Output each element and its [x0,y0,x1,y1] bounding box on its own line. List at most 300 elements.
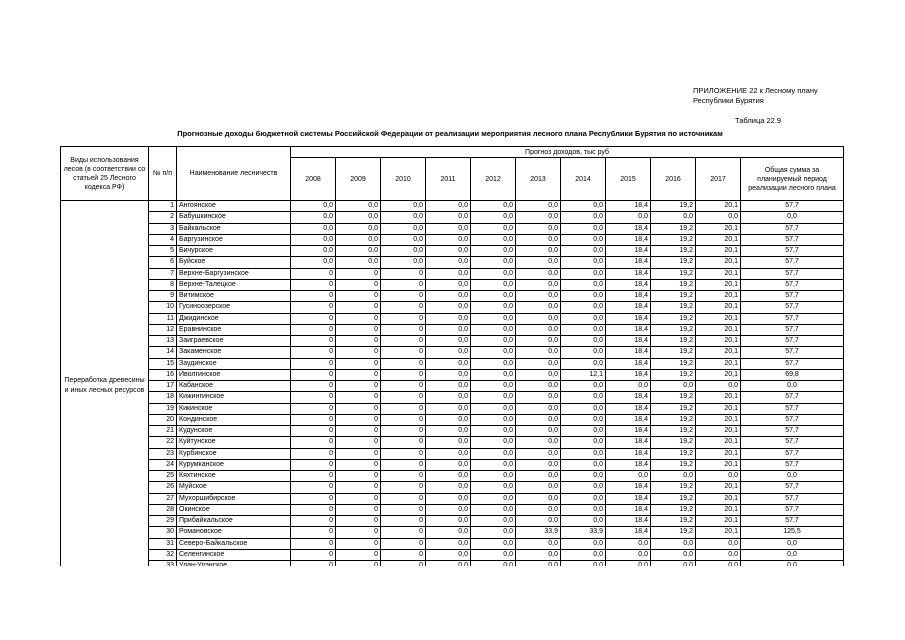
total-cell: 57,7 [741,324,844,335]
forestry-name-cell: Романовское [177,527,291,538]
total-cell: 69,8 [741,369,844,380]
forestry-name-cell: Верхне-Талецкое [177,279,291,290]
table-row [61,403,844,414]
year-value-cell: 0,0 [561,448,606,459]
year-value-cell: 0 [291,482,336,493]
year-value-cell: 0 [336,336,381,347]
year-value-cell: 0,0 [516,414,561,425]
year-value-cell: 0,0 [561,538,606,549]
year-value-cell: 0,0 [606,212,651,223]
forestry-name-cell: Ангоянское [177,201,291,212]
year-value-cell: 0,0 [516,437,561,448]
year-value-cell: 20,1 [696,313,741,324]
total-cell: 57,7 [741,493,844,504]
forestry-name-cell: Байкальское [177,223,291,234]
year-value-cell: 0,0 [516,493,561,504]
year-value-cell: 20,1 [696,482,741,493]
year-value-cell: 0,0 [516,257,561,268]
year-value-cell: 19,2 [651,448,696,459]
table-row [61,493,844,504]
year-value-cell: 0 [291,493,336,504]
total-cell: 0,0 [741,538,844,549]
forestry-name-cell: Кудунское [177,426,291,437]
row-number-cell: 31 [149,538,177,549]
year-value-cell: 0 [336,504,381,515]
year-value-cell: 0 [381,538,426,549]
year-value-cell: 0,0 [426,302,471,313]
header-year: 2011 [426,158,471,201]
year-value-cell: 12,1 [561,369,606,380]
year-value-cell: 0,0 [471,493,516,504]
use-type-cell: Переработка древесины и иных лесных ресурсов [61,201,149,572]
table-row [61,223,844,234]
year-value-cell: 20,1 [696,369,741,380]
year-value-cell: 0 [291,347,336,358]
year-value-cell: 0,0 [516,516,561,527]
year-value-cell: 20,1 [696,392,741,403]
forestry-name-cell: Бабушкинское [177,212,291,223]
year-value-cell: 0,0 [561,403,606,414]
year-value-cell: 0,0 [471,268,516,279]
year-value-cell: 0,0 [516,279,561,290]
year-value-cell: 0,0 [561,223,606,234]
year-value-cell: 20,1 [696,493,741,504]
year-value-cell: 19,2 [651,201,696,212]
year-value-cell: 0 [336,279,381,290]
row-number-cell: 24 [149,459,177,470]
year-value-cell: 0,0 [651,381,696,392]
year-value-cell: 0 [381,549,426,560]
year-value-cell: 0,0 [606,471,651,482]
year-value-cell: 19,2 [651,246,696,257]
forestry-name-cell: Гусиноозерское [177,302,291,313]
forestry-name-cell: Северо-Байкальское [177,538,291,549]
table-row [61,324,844,335]
year-value-cell: 0,0 [426,369,471,380]
table-row [61,527,844,538]
forestry-name-cell: Курумканское [177,459,291,470]
year-value-cell: 0,0 [561,302,606,313]
year-value-cell: 0,0 [516,291,561,302]
year-value-cell: 19,2 [651,516,696,527]
year-value-cell: 0,0 [426,471,471,482]
header-year: 2008 [291,158,336,201]
total-cell: 0,0 [741,212,844,223]
year-value-cell: 0 [336,358,381,369]
year-value-cell: 0,0 [516,234,561,245]
year-value-cell: 0 [291,302,336,313]
header-forestry-name: Наименование лесничеств [177,147,291,201]
year-value-cell: 0 [291,336,336,347]
year-value-cell: 19,2 [651,257,696,268]
forestry-name-cell: Буйское [177,257,291,268]
year-value-cell: 0 [381,527,426,538]
year-value-cell: 0 [336,324,381,335]
year-value-cell: 0 [291,381,336,392]
year-value-cell: 0,0 [426,426,471,437]
year-value-cell: 0 [336,381,381,392]
year-value-cell: 0,0 [471,279,516,290]
year-value-cell: 0,0 [291,246,336,257]
row-number-cell: 28 [149,504,177,515]
year-value-cell: 0 [381,324,426,335]
year-value-cell: 0,0 [381,257,426,268]
year-value-cell: 0,0 [426,234,471,245]
row-number-cell: 8 [149,279,177,290]
year-value-cell: 18,4 [606,302,651,313]
year-value-cell: 0,0 [561,358,606,369]
year-value-cell: 20,1 [696,426,741,437]
year-value-cell: 20,1 [696,459,741,470]
year-value-cell: 20,1 [696,302,741,313]
year-value-cell: 20,1 [696,527,741,538]
year-value-cell: 0,0 [561,549,606,560]
forestry-name-cell: Заиграевское [177,336,291,347]
table-number: Таблица 22.9 [735,116,782,125]
forestry-name-cell: Прибайкальское [177,516,291,527]
year-value-cell: 0 [336,268,381,279]
year-value-cell: 0,0 [516,201,561,212]
forestry-name-cell: Джидинское [177,313,291,324]
year-value-cell: 0,0 [426,291,471,302]
year-value-cell: 20,1 [696,234,741,245]
year-value-cell: 0,0 [471,549,516,560]
year-value-cell: 18,4 [606,392,651,403]
year-value-cell: 0 [291,369,336,380]
total-cell: 57,7 [741,201,844,212]
forestry-name-cell: Бичурское [177,246,291,257]
year-value-cell: 18,4 [606,358,651,369]
row-number-cell: 32 [149,549,177,560]
year-value-cell: 19,2 [651,234,696,245]
header-year: 2017 [696,158,741,201]
year-value-cell: 0 [381,336,426,347]
year-value-cell: 0,0 [606,549,651,560]
year-value-cell: 0,0 [381,234,426,245]
year-value-cell: 0,0 [426,538,471,549]
year-value-cell: 19,2 [651,403,696,414]
total-cell: 57,7 [741,347,844,358]
year-value-cell: 0,0 [471,482,516,493]
year-value-cell: 0 [291,459,336,470]
year-value-cell: 20,1 [696,324,741,335]
year-value-cell: 0 [291,291,336,302]
year-value-cell: 0,0 [291,212,336,223]
year-value-cell: 0,0 [561,279,606,290]
year-value-cell: 19,2 [651,414,696,425]
forestry-name-cell: Муйское [177,482,291,493]
year-value-cell: 0,0 [471,459,516,470]
year-value-cell: 0,0 [516,324,561,335]
year-value-cell: 0 [381,268,426,279]
year-value-cell: 20,1 [696,437,741,448]
year-value-cell: 0,0 [471,516,516,527]
total-cell: 57,7 [741,279,844,290]
table-row [61,358,844,369]
year-value-cell: 18,4 [606,504,651,515]
year-value-cell: 0 [336,392,381,403]
header-use-type: Виды использования лесов (в соответствии со статьей 25 Лесного кодекса РФ) [61,147,149,201]
year-value-cell: 0 [381,448,426,459]
table-row [61,538,844,549]
year-value-cell: 0,0 [696,549,741,560]
year-value-cell: 0 [381,392,426,403]
year-value-cell: 0,0 [561,516,606,527]
year-value-cell: 0,0 [471,448,516,459]
year-value-cell: 0,0 [651,471,696,482]
year-value-cell: 0,0 [426,336,471,347]
year-value-cell: 0,0 [516,482,561,493]
year-value-cell: 0,0 [471,504,516,515]
year-value-cell: 18,4 [606,246,651,257]
year-value-cell: 20,1 [696,268,741,279]
year-value-cell: 0,0 [426,324,471,335]
revenue-forecast-table [60,146,844,572]
row-number-cell: 26 [149,482,177,493]
year-value-cell: 18,4 [606,369,651,380]
year-value-cell: 0 [291,313,336,324]
appendix-line-2: Республики Бурятия [693,96,764,105]
year-value-cell: 20,1 [696,504,741,515]
total-cell: 57,7 [741,234,844,245]
year-value-cell: 0,0 [561,392,606,403]
year-value-cell: 0,0 [561,324,606,335]
total-cell: 57,7 [741,414,844,425]
table-row [61,437,844,448]
year-value-cell: 0,0 [561,414,606,425]
header-row-number: № п/п [149,147,177,201]
year-value-cell: 0 [336,448,381,459]
year-value-cell: 0,0 [651,212,696,223]
header-year: 2015 [606,158,651,201]
table-row [61,279,844,290]
year-value-cell: 19,2 [651,504,696,515]
year-value-cell: 0,0 [561,482,606,493]
forestry-name-cell: Заудинское [177,358,291,369]
row-number-cell: 11 [149,313,177,324]
year-value-cell: 18,4 [606,347,651,358]
year-value-cell: 0 [336,302,381,313]
row-number-cell: 30 [149,527,177,538]
table-row [61,201,844,212]
forestry-name-cell: Селенгинское [177,549,291,560]
year-value-cell: 0,0 [336,212,381,223]
year-value-cell: 0,0 [516,369,561,380]
forestry-name-cell: Кижингинское [177,392,291,403]
year-value-cell: 0,0 [516,538,561,549]
table-row [61,482,844,493]
year-value-cell: 0 [381,504,426,515]
header-year: 2009 [336,158,381,201]
year-value-cell: 0 [336,527,381,538]
year-value-cell: 0 [291,448,336,459]
year-value-cell: 0 [336,493,381,504]
year-value-cell: 0,0 [471,414,516,425]
row-number-cell: 17 [149,381,177,392]
year-value-cell: 0,0 [516,313,561,324]
year-value-cell: 0,0 [561,381,606,392]
row-number-cell: 3 [149,223,177,234]
year-value-cell: 0,0 [471,246,516,257]
year-value-cell: 18,4 [606,482,651,493]
year-value-cell: 19,2 [651,437,696,448]
year-value-cell: 0 [291,403,336,414]
year-value-cell: 0,0 [426,549,471,560]
row-number-cell: 18 [149,392,177,403]
year-value-cell: 0,0 [561,336,606,347]
year-value-cell: 19,2 [651,313,696,324]
table-row [61,392,844,403]
forestry-name-cell: Кондинское [177,414,291,425]
year-value-cell: 20,1 [696,516,741,527]
total-cell: 125,5 [741,527,844,538]
year-value-cell: 18,4 [606,403,651,414]
row-number-cell: 7 [149,268,177,279]
year-value-cell: 0,0 [291,201,336,212]
total-cell: 57,7 [741,291,844,302]
year-value-cell: 0,0 [561,257,606,268]
year-value-cell: 0,0 [471,347,516,358]
year-value-cell: 20,1 [696,448,741,459]
total-cell: 57,7 [741,403,844,414]
year-value-cell: 0,0 [426,392,471,403]
forestry-name-cell: Кикинское [177,403,291,414]
table-row [61,347,844,358]
year-value-cell: 19,2 [651,336,696,347]
forestry-name-cell: Кабанское [177,381,291,392]
year-value-cell: 0 [291,279,336,290]
year-value-cell: 0,0 [561,437,606,448]
year-value-cell: 18,4 [606,201,651,212]
year-value-cell: 0 [291,358,336,369]
year-value-cell: 0 [291,538,336,549]
year-value-cell: 0 [381,381,426,392]
year-value-cell: 0 [381,358,426,369]
year-value-cell: 19,2 [651,482,696,493]
year-value-cell: 0,0 [471,369,516,380]
row-number-cell: 27 [149,493,177,504]
year-value-cell: 0,0 [516,392,561,403]
year-value-cell: 18,4 [606,336,651,347]
year-value-cell: 0 [336,549,381,560]
year-value-cell: 0 [336,482,381,493]
total-cell: 57,7 [741,392,844,403]
year-value-cell: 0,0 [516,471,561,482]
year-value-cell: 0,0 [381,212,426,223]
total-cell: 57,7 [741,257,844,268]
header-forecast: Прогноз доходов, тыс руб [291,147,844,158]
year-value-cell: 0,0 [561,347,606,358]
year-value-cell: 0 [336,426,381,437]
year-value-cell: 0,0 [696,212,741,223]
year-value-cell: 19,2 [651,459,696,470]
year-value-cell: 0 [381,369,426,380]
table-row [61,302,844,313]
row-number-cell: 5 [149,246,177,257]
total-cell: 57,7 [741,448,844,459]
year-value-cell: 0 [381,516,426,527]
year-value-cell: 0,0 [696,538,741,549]
year-value-cell: 0,0 [516,336,561,347]
total-cell: 57,7 [741,302,844,313]
year-value-cell: 20,1 [696,403,741,414]
year-value-cell: 18,4 [606,448,651,459]
year-value-cell: 18,4 [606,313,651,324]
year-value-cell: 0 [336,369,381,380]
total-cell: 57,7 [741,313,844,324]
forestry-name-cell: Куйтунское [177,437,291,448]
year-value-cell: 0,0 [516,246,561,257]
year-value-cell: 0 [291,324,336,335]
year-value-cell: 0,0 [516,302,561,313]
year-value-cell: 20,1 [696,279,741,290]
year-value-cell: 0,0 [426,403,471,414]
year-value-cell: 0,0 [426,246,471,257]
year-value-cell: 20,1 [696,336,741,347]
table-row [61,381,844,392]
year-value-cell: 0,0 [516,504,561,515]
year-value-cell: 0 [291,268,336,279]
year-value-cell: 0 [336,538,381,549]
year-value-cell: 0,0 [426,482,471,493]
total-cell: 57,7 [741,426,844,437]
year-value-cell: 0 [291,414,336,425]
forestry-name-cell: Верхне-Баргузинское [177,268,291,279]
year-value-cell: 0 [381,347,426,358]
year-value-cell: 0,0 [336,201,381,212]
year-value-cell: 0 [381,426,426,437]
table-row [61,291,844,302]
year-value-cell: 0,0 [651,538,696,549]
year-value-cell: 0,0 [381,223,426,234]
year-value-cell: 0,0 [516,459,561,470]
year-value-cell: 0,0 [651,549,696,560]
row-number-cell: 14 [149,347,177,358]
year-value-cell: 19,2 [651,392,696,403]
year-value-cell: 0,0 [471,471,516,482]
year-value-cell: 0,0 [516,358,561,369]
table-row [61,313,844,324]
year-value-cell: 0 [336,437,381,448]
year-value-cell: 20,1 [696,201,741,212]
row-number-cell: 16 [149,369,177,380]
row-number-cell: 29 [149,516,177,527]
year-value-cell: 0,0 [381,201,426,212]
total-cell: 0,0 [741,471,844,482]
year-value-cell: 0,0 [471,212,516,223]
year-value-cell: 18,4 [606,291,651,302]
total-cell: 57,7 [741,504,844,515]
year-value-cell: 0,0 [336,223,381,234]
year-value-cell: 0 [336,403,381,414]
header-year: 2010 [381,158,426,201]
year-value-cell: 0,0 [561,212,606,223]
year-value-cell: 18,4 [606,426,651,437]
forestry-name-cell: Закаменское [177,347,291,358]
total-cell: 57,7 [741,223,844,234]
year-value-cell: 0,0 [471,313,516,324]
year-value-cell: 0,0 [471,336,516,347]
year-value-cell: 0,0 [561,201,606,212]
total-cell: 57,7 [741,268,844,279]
year-value-cell: 0,0 [426,493,471,504]
forestry-name-cell: Еравнинское [177,324,291,335]
year-value-cell: 0 [336,347,381,358]
year-value-cell: 0 [291,504,336,515]
year-value-cell: 20,1 [696,223,741,234]
table-row [61,504,844,515]
document-title: Прогнозные доходы бюджетной системы Российской Федерации от реализации мероприятия лесного плана Республики Бурятия по источникам [177,129,723,138]
